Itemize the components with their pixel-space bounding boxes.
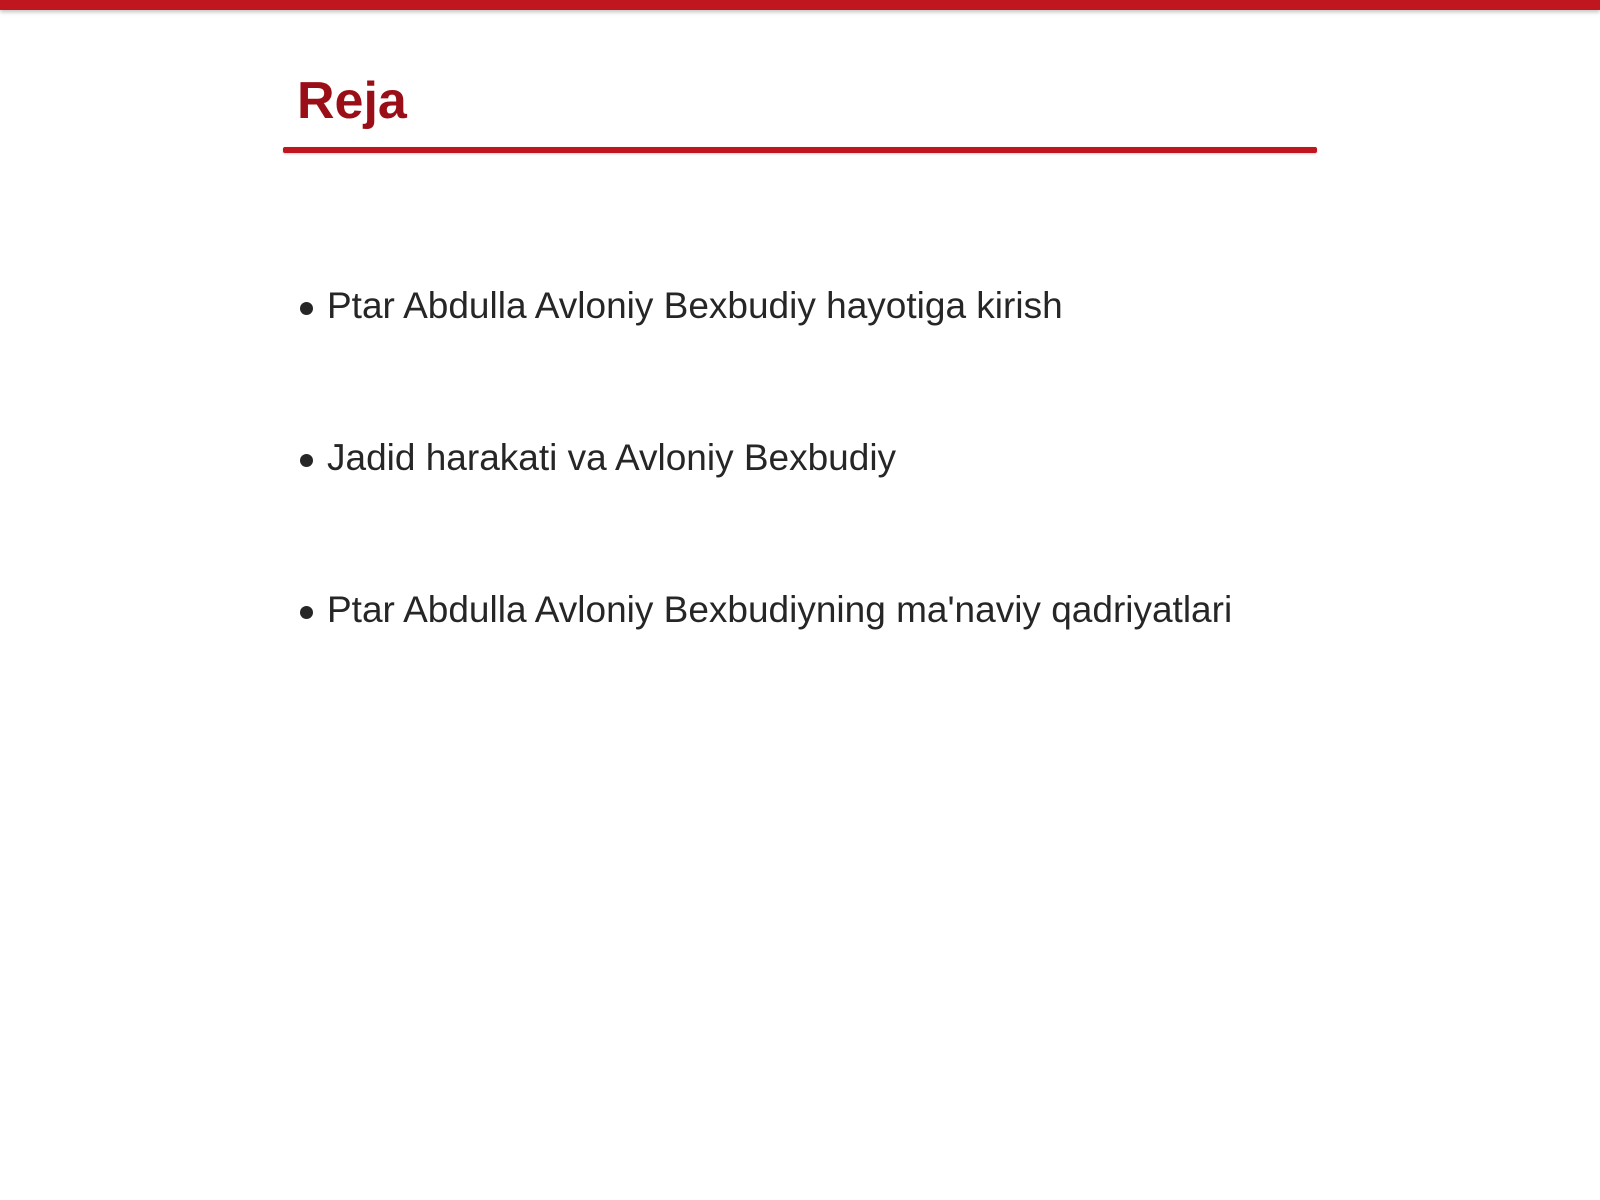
bullet-text: Ptar Abdulla Avloniy Bexbudiy hayotiga kirish [327, 285, 1063, 326]
bullet-text: Ptar Abdulla Avloniy Bexbudiyning ma'naviy qadriyatlari [327, 589, 1233, 630]
slide-title: Reja [297, 72, 407, 130]
list-item [300, 276, 1580, 336]
bullet-text: Jadid harakati va Avloniy Bexbudiy [327, 437, 897, 478]
bullet-icon [300, 454, 313, 467]
bullet-icon [300, 302, 313, 315]
top-accent-bar [0, 0, 1600, 10]
list-item [300, 428, 1580, 488]
title-underline [283, 147, 1317, 153]
list-item [300, 580, 1580, 640]
bullet-list [300, 276, 1580, 732]
bullet-icon [300, 606, 313, 619]
